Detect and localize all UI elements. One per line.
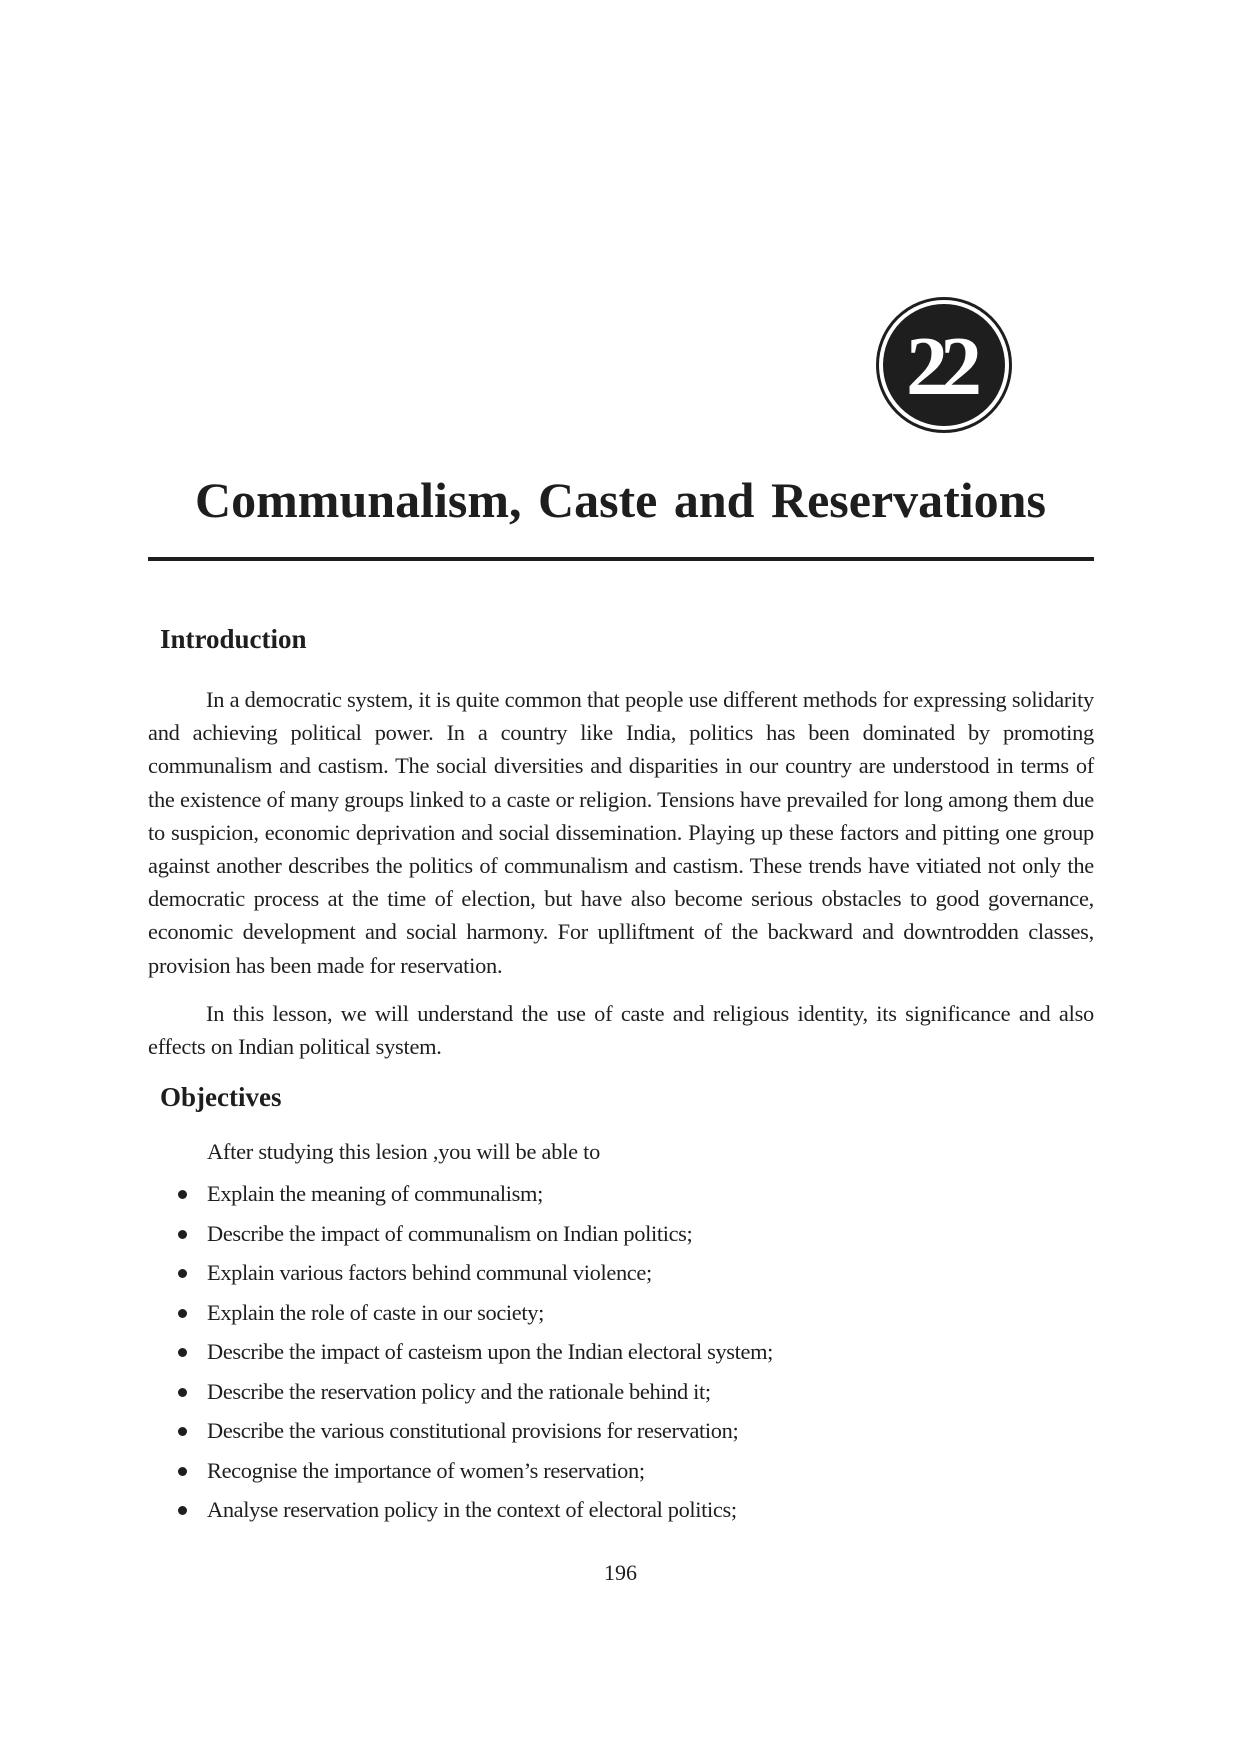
- objective-item: [0, 1332, 1241, 1372]
- bullet-icon: [178, 1427, 187, 1436]
- page-number: 196: [604, 1560, 637, 1585]
- objective-item: [0, 1411, 1241, 1451]
- objective-item: [0, 1490, 1241, 1530]
- objective-item: [0, 1293, 1241, 1333]
- objective-item: [0, 1451, 1241, 1491]
- bullet-icon: [178, 1506, 187, 1515]
- bullet-icon: [178, 1388, 187, 1397]
- objective-text: Describe the various constitutional provisions for reservation;: [207, 1418, 739, 1443]
- objective-item: [0, 1174, 1241, 1214]
- chapter-title: Communalism, Caste and Reservations: [195, 472, 1046, 528]
- objective-item: [0, 1372, 1241, 1412]
- objective-text: Describe the reservation policy and the rationale behind it;: [207, 1378, 711, 1404]
- objectives-list: [0, 1174, 1241, 1530]
- objective-item: [0, 1214, 1241, 1254]
- chapter-number-badge: [876, 297, 1012, 433]
- objective-text: Explain various factors behind communal violence;: [207, 1260, 652, 1285]
- introduction-heading: Introduction: [160, 624, 307, 654]
- objectives-lead: After studying this lesion ,you will be able to: [207, 1139, 601, 1164]
- objective-text: Analyse reservation policy in the context of electoral politics;: [207, 1497, 737, 1522]
- bullet-icon: [178, 1190, 187, 1199]
- introduction-paragraph-2: In this lesson, we will understand the use of caste and religious identity, its significance and also effects on Indian political system.: [148, 1001, 1094, 1060]
- objective-text: Describe the impact of communalism on Indian politics;: [207, 1220, 693, 1246]
- objectives-heading: Objectives: [160, 1082, 282, 1112]
- objective-text: Explain the role of caste in our society;: [207, 1299, 544, 1325]
- chapter-number-circle: [883, 304, 1005, 426]
- bullet-icon: [178, 1467, 187, 1476]
- chapter-number: 22: [906, 320, 974, 413]
- objective-text: Recognise the importance of women’s reservation;: [207, 1457, 645, 1483]
- bullet-icon: [178, 1269, 187, 1278]
- introduction-paragraph-1: In a democratic system, it is quite common that people use different methods for expressing solidarity and achieving political power. In a country like India, politics has been dominated by promoting communalism and castism. The social diversities and disparities in our country are understood in terms of the existence of many groups linked to a caste or religion. Tensions have prevailed for long among them due to suspicion, economic deprivation and social dissemination. Playing up these factors and pitting one group against another describes the politics of communalism and castism. These trends have vitiated not only the democratic process at the time of election, but have also become serious obstacles to good governance, economic development and social harmony. For uplliftment of the backward and downtrodden classes, provision has been made for reservation.: [148, 687, 1094, 978]
- bullet-icon: [178, 1309, 187, 1318]
- objective-text: Explain the meaning of communalism;: [207, 1181, 543, 1206]
- bullet-icon: [178, 1230, 187, 1239]
- title-divider: [148, 557, 1094, 561]
- objective-text: Describe the impact of casteism upon the Indian electoral system;: [207, 1339, 774, 1364]
- bullet-icon: [178, 1348, 187, 1357]
- objective-item: [0, 1253, 1241, 1293]
